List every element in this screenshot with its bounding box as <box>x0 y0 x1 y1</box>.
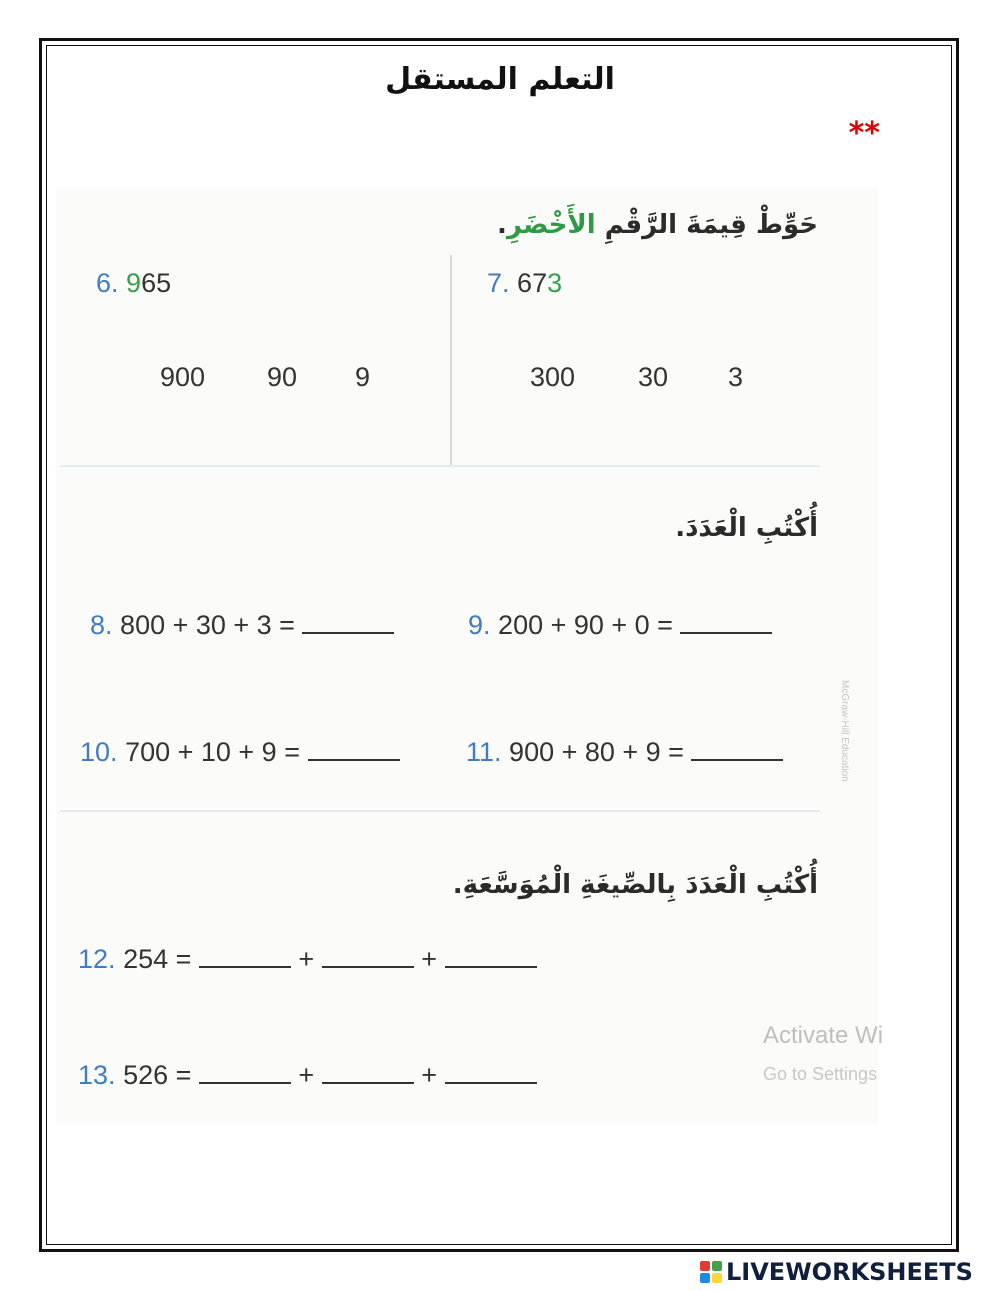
question-12 <box>78 944 537 975</box>
answer-blank[interactable] <box>680 610 772 634</box>
instruction-write-number: أُكْتُبِ الْعَدَدَ. <box>675 513 818 543</box>
activate-watermark: Activate Wi <box>763 1022 884 1049</box>
expression: 254 = <box>123 944 192 974</box>
logo-square <box>712 1273 722 1283</box>
publisher-credit: McGraw-Hill Education <box>839 680 850 782</box>
settings-watermark: Go to Settings <box>763 1064 878 1084</box>
expression: 526 = <box>123 1060 192 1090</box>
red-stars: ** <box>848 116 880 151</box>
plus-sign: + <box>298 1060 315 1090</box>
expression: 700 + 10 + 9 = <box>125 737 300 767</box>
plus-sign: + <box>298 944 315 974</box>
plus-sign: + <box>421 1060 438 1090</box>
answer-blank[interactable] <box>445 1060 537 1084</box>
instruction-green-word: الأَخْضَرِ <box>506 210 596 240</box>
answer-blank[interactable] <box>691 737 783 761</box>
page-title: التعلم المستقل <box>385 62 615 97</box>
question-number: 8. <box>90 610 113 640</box>
question-number: 12. <box>78 944 116 974</box>
logo-square <box>712 1261 722 1271</box>
question-8 <box>90 610 394 641</box>
question-10 <box>80 737 400 768</box>
logo-text: LIVEWORKSHEETS <box>726 1258 973 1286</box>
question-number: 7. <box>487 268 510 298</box>
answer-blank[interactable] <box>199 944 291 968</box>
q7-option-2[interactable]: 30 <box>638 362 669 392</box>
logo-square <box>700 1273 710 1283</box>
section-divider <box>60 465 820 467</box>
question-9 <box>468 610 772 641</box>
column-divider <box>450 255 452 465</box>
instruction-expanded-form: أُكْتُبِ الْعَدَدَ بِالصِّيغَةِ الْمُوَسَّعَةِ. <box>452 870 818 900</box>
question-number: 9. <box>468 610 491 640</box>
answer-blank[interactable] <box>308 737 400 761</box>
question-7 <box>487 268 562 299</box>
answer-blank[interactable] <box>322 1060 414 1084</box>
green-digit: 3 <box>547 268 563 298</box>
question-number: 11. <box>466 737 502 767</box>
number-rest: 67 <box>517 268 548 298</box>
instruction-period: . <box>497 210 507 240</box>
plus-sign: + <box>421 944 438 974</box>
q7-option-1[interactable]: 300 <box>530 362 576 392</box>
instruction-circle-green-digit <box>497 210 818 240</box>
question-number: 6. <box>96 268 119 298</box>
q6-option-2[interactable]: 90 <box>267 362 298 392</box>
liveworksheets-logo <box>700 1258 973 1286</box>
expression: 800 + 30 + 3 = <box>120 610 295 640</box>
green-digit: 9 <box>126 268 142 298</box>
number-rest: 65 <box>141 268 172 298</box>
worksheet-scan <box>56 188 878 1124</box>
q6-option-1[interactable]: 900 <box>160 362 206 392</box>
q7-option-3[interactable]: 3 <box>728 362 744 392</box>
answer-blank[interactable] <box>199 1060 291 1084</box>
expression: 900 + 80 + 9 = <box>509 737 684 767</box>
question-number: 13. <box>78 1060 116 1090</box>
section-divider <box>60 810 820 812</box>
answer-blank[interactable] <box>302 610 394 634</box>
instruction-text: حَوِّطْ قِيمَةَ الرَّقْمِ <box>595 210 818 240</box>
question-number: 10. <box>80 737 118 767</box>
logo-square <box>700 1261 710 1271</box>
question-11 <box>466 737 783 768</box>
question-13 <box>78 1060 537 1091</box>
logo-grid-icon <box>700 1261 722 1283</box>
answer-blank[interactable] <box>322 944 414 968</box>
question-6 <box>96 268 171 299</box>
expression: 200 + 90 + 0 = <box>498 610 673 640</box>
q6-option-3[interactable]: 9 <box>355 362 371 392</box>
answer-blank[interactable] <box>445 944 537 968</box>
